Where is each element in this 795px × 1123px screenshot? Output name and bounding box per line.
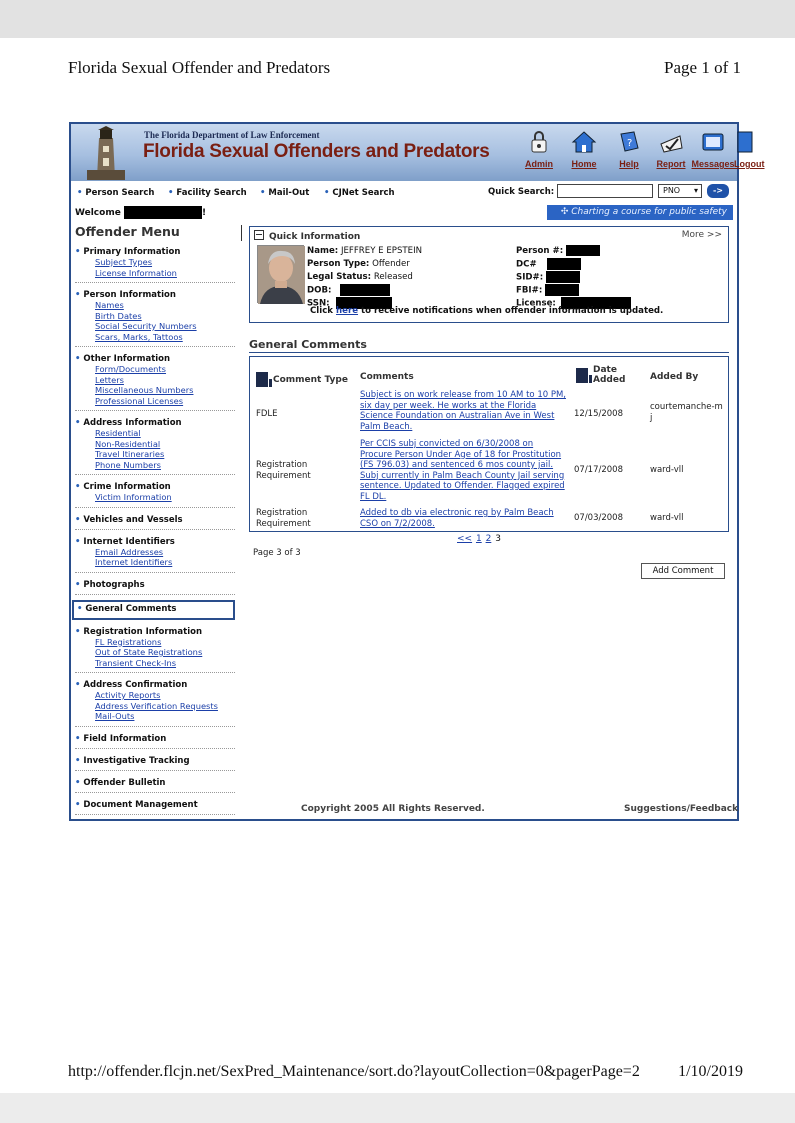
welcome-suffix: ! <box>201 208 207 218</box>
person-type-row <box>307 258 410 270</box>
menu-head-crime-information[interactable]: • Crime Information <box>75 482 235 492</box>
fbi-number-label: FBI#: <box>516 285 543 296</box>
menu-head-address-confirmation[interactable]: • Address Confirmation <box>75 680 235 690</box>
row1-added-by: courtemanche-mj <box>650 402 723 423</box>
logout-button[interactable] <box>734 128 765 178</box>
redaction-bar <box>545 284 579 296</box>
redaction-bar <box>566 245 600 256</box>
menu-link-email-addresses[interactable]: Email Addresses <box>95 546 164 557</box>
menu-link-fl-registrations[interactable]: FL Registrations <box>95 636 162 647</box>
dob-label: DOB: <box>307 285 332 296</box>
menu-link-letters[interactable]: Letters <box>95 374 124 385</box>
name-value: JEFFREY E EPSTEIN <box>340 246 423 256</box>
menu-link-license-information[interactable]: License Information <box>95 267 177 278</box>
report-label: Report <box>656 159 686 169</box>
license-label: License: <box>516 298 556 309</box>
notify-pre: Click <box>310 306 334 316</box>
ssn-label: SSN: <box>307 298 330 309</box>
offender-menu <box>75 224 235 820</box>
page-of-indicator: Page 3 of 3 <box>253 548 301 558</box>
fbi-number-row <box>516 284 579 297</box>
menu-link-form-documents[interactable]: Form/Documents <box>95 364 167 374</box>
tagline-banner <box>547 205 733 220</box>
legal-status-value: Released <box>373 272 413 282</box>
messages-icon <box>700 130 726 154</box>
admin-button[interactable] <box>517 128 561 178</box>
report-button[interactable] <box>649 128 693 178</box>
offender-photo <box>257 245 304 303</box>
legal-status-label: Legal Status: <box>307 272 372 282</box>
row3-comment-link[interactable]: Added to db via electronic reg by Palm Beach CSO on 7/2/2008. <box>360 508 554 529</box>
home-button[interactable] <box>562 128 606 178</box>
tagline-text: Charting a course for public safety <box>571 207 727 217</box>
more-link[interactable]: More >> <box>681 230 722 240</box>
site-banner <box>71 124 765 181</box>
suggestions-feedback-link[interactable]: Suggestions/Feedback <box>624 804 739 814</box>
home-label: Home <box>571 159 597 169</box>
menu-link-travel-itineraries[interactable]: Travel Itineraries <box>95 449 165 459</box>
menu-link-professional-licenses[interactable]: Professional Licenses <box>95 395 184 406</box>
admin-label: Admin <box>525 159 553 169</box>
dob-row <box>307 284 390 297</box>
menu-head-vehicles-and-vessels[interactable]: • Vehicles and Vessels <box>75 515 235 525</box>
pager-page-2-link[interactable]: 2 <box>485 534 492 544</box>
sort-icon[interactable] <box>576 368 588 383</box>
row1-date-added: 12/15/2008 <box>574 409 623 419</box>
facility-search-link[interactable]: • Facility Search <box>168 188 247 198</box>
menu-head-internet-identifiers[interactable]: • Internet Identifiers <box>75 537 235 547</box>
menu-link-phone-numbers[interactable]: Phone Numbers <box>95 459 161 470</box>
lighthouse-logo-icon <box>85 126 127 180</box>
offender-photo-image <box>258 246 305 304</box>
menu-section-offender-bulletin <box>75 776 235 793</box>
search-bar <box>71 182 737 202</box>
redaction-bar <box>340 284 390 296</box>
copyright-text: Copyright 2005 All Rights Reserved. <box>301 804 485 814</box>
offender-menu-title: Offender Menu <box>75 224 180 239</box>
menu-link-internet-identifiers[interactable]: Internet Identifiers <box>95 557 173 567</box>
person-number-label: Person #: <box>516 246 564 256</box>
mail-out-link[interactable]: • Mail-Out <box>260 188 309 198</box>
sort-icon[interactable] <box>256 372 268 387</box>
menu-section-vehicles-and-vessels <box>75 513 235 530</box>
browser-page-frame <box>69 122 765 821</box>
redaction-bar <box>124 206 202 219</box>
agency-name: The Florida Department of Law Enforcement <box>144 130 320 140</box>
menu-head-registration-information[interactable]: • Registration Information <box>75 627 235 637</box>
pagination <box>457 534 501 544</box>
menu-head-investigative-tracking[interactable]: • Investigative Tracking <box>75 756 235 766</box>
menu-link-subject-types[interactable]: Subject Types <box>95 257 153 267</box>
svg-text:?: ? <box>627 138 633 149</box>
row1-comment-type: FDLE <box>256 409 278 419</box>
menu-section-address-information <box>75 416 235 475</box>
column-header-comment-type[interactable] <box>256 372 348 387</box>
menu-link-non-residential[interactable]: Non-Residential <box>95 438 161 449</box>
messages-label: Messages <box>691 159 735 169</box>
menu-head-photographs[interactable]: • Photographs <box>75 580 235 590</box>
menu-link-residential[interactable]: Residential <box>95 428 141 438</box>
menu-section-registration-information <box>75 625 235 674</box>
pager-page-1-link[interactable]: 1 <box>475 534 482 544</box>
menu-link-address-verification-requests[interactable]: Address Verification Requests <box>95 700 218 711</box>
menu-section-general-comments <box>72 600 235 620</box>
notify-here-link[interactable]: here <box>336 306 359 316</box>
scan-top-band <box>0 0 795 38</box>
row3-added-by: ward-vll <box>650 513 684 523</box>
quick-search-type-select[interactable] <box>658 184 702 198</box>
menu-link-scars-marks-tattoos[interactable]: Scars, Marks, Tattoos <box>95 331 183 342</box>
menu-link-miscellaneous-numbers[interactable]: Miscellaneous Numbers <box>95 385 194 395</box>
print-footer-url: http://offender.flcjn.net/SexPred_Maintenance/sort.do?layoutCollection=0&pagerPage=2 <box>68 1063 640 1080</box>
lock-icon <box>526 130 552 154</box>
menu-section-investigative-tracking <box>75 754 235 771</box>
menu-section-person-information <box>75 288 235 347</box>
quick-search-go-button[interactable]: -> <box>707 184 729 198</box>
person-number-row <box>516 245 600 257</box>
menu-head-field-information[interactable]: • Field Information <box>75 734 235 744</box>
date-added-header-label: Date Added <box>593 365 626 385</box>
general-comments-title: General Comments <box>249 338 367 351</box>
help-label: Help <box>619 159 639 169</box>
menu-link-victim-information[interactable]: Victim Information <box>95 492 172 502</box>
help-book-icon <box>616 130 642 154</box>
compass-icon: ✣ <box>560 207 572 217</box>
menu-head-primary-information[interactable]: • Primary Information <box>75 247 235 257</box>
menu-section-crime-information <box>75 480 235 508</box>
menu-head-document-management[interactable]: • Document Management <box>75 800 235 810</box>
print-header-title: Florida Sexual Offender and Predators <box>68 58 331 77</box>
messages-button[interactable] <box>691 128 735 178</box>
person-type-label: Person Type: <box>307 259 370 269</box>
comments-table <box>249 356 729 532</box>
select-value: PNO <box>663 186 681 195</box>
column-header-added-by: Added By <box>650 372 699 382</box>
notification-note <box>310 306 663 316</box>
comment-type-header-label: Comment Type <box>273 375 348 385</box>
row2-comment-link[interactable]: Per CCIS subj convicted on 6/30/2008 on Procure Person Under Age of 18 for Prostitution (FS 796.03) and sentenced 6 mos county jail. Subj currently in Palm Beach County Jail serving sentence. Updated to Offender. Flagged expired FL DL. <box>360 439 565 502</box>
cjnet-search-link[interactable]: • CJNet Search <box>324 188 395 198</box>
menu-link-mail-outs[interactable]: Mail-Outs <box>95 711 135 721</box>
menu-link-activity-reports[interactable]: Activity Reports <box>95 690 161 700</box>
person-type-value: Offender <box>372 259 410 269</box>
menu-section-internet-identifiers <box>75 535 235 573</box>
redaction-bar <box>546 271 580 283</box>
row2-added-by: ward-vll <box>650 465 684 475</box>
site-title: Florida Sexual Offenders and Predators <box>143 141 490 162</box>
chevron-down-icon: ▾ <box>693 186 698 195</box>
menu-head-person-information[interactable]: • Person Information <box>75 290 235 300</box>
dc-number-row <box>516 258 581 271</box>
print-footer-date: 1/10/2019 <box>678 1063 743 1080</box>
row2-comment-type: Registration Requirement <box>256 460 311 481</box>
menu-link-transient-check-ins[interactable]: Transient Check-Ins <box>95 657 177 668</box>
column-header-date-added[interactable] <box>576 365 633 385</box>
add-comment-button[interactable]: Add Comment <box>641 563 725 579</box>
print-header-page: Page 1 of 1 <box>664 58 741 77</box>
row1-comment-link[interactable]: Subject is on work release from 10 AM to 10 PM, six day per week. He works at the Florida Science Foundation on Australian Ave in West Palm Beach. <box>360 390 566 432</box>
menu-head-other-information[interactable]: • Other Information <box>75 354 235 364</box>
row3-comment-type: Registration Requirement <box>256 508 311 529</box>
menu-head-address-information[interactable]: • Address Information <box>75 418 235 428</box>
notify-post: to receive notifications when offender information is updated. <box>361 306 664 316</box>
home-icon <box>571 130 597 154</box>
menu-link-names[interactable]: Names <box>95 300 124 310</box>
menu-head-offender-bulletin[interactable]: • Offender Bulletin <box>75 778 235 788</box>
menu-section-document-management <box>75 798 235 815</box>
row2-date-added: 07/17/2008 <box>574 465 623 475</box>
welcome-prefix: Welcome <box>75 208 121 218</box>
person-search-link[interactable]: • Person Search <box>77 188 154 198</box>
menu-section-photographs <box>75 578 235 595</box>
menu-section-address-confirmation <box>75 678 235 727</box>
sid-number-row <box>516 271 580 284</box>
section-divider <box>249 352 729 353</box>
dc-number-label: DC# <box>516 259 537 270</box>
report-icon <box>658 130 684 154</box>
menu-link-birth-dates[interactable]: Birth Dates <box>95 310 142 321</box>
top-navigation <box>461 128 765 180</box>
row3-date-added: 07/03/2008 <box>574 513 623 523</box>
name-label: Name: <box>307 246 339 256</box>
menu-link-social-security-numbers[interactable]: Social Security Numbers <box>95 321 197 331</box>
collapse-box-icon[interactable] <box>254 230 264 240</box>
pager-prev-link[interactable]: << <box>457 534 473 544</box>
quick-information-panel <box>249 226 729 323</box>
quick-search-label: Quick Search: <box>488 187 555 197</box>
quick-information-label: Quick Information <box>269 232 361 242</box>
menu-divider <box>241 225 242 241</box>
menu-head-general-comments[interactable]: • General Comments <box>77 604 233 614</box>
quick-information-title <box>254 230 360 242</box>
quick-search-input[interactable] <box>557 184 653 198</box>
help-button[interactable] <box>607 128 651 178</box>
menu-section-field-information <box>75 732 235 749</box>
logout-label: Logout <box>734 159 765 169</box>
menu-link-out-of-state-registrations[interactable]: Out of State Registrations <box>95 647 203 657</box>
redaction-bar <box>547 258 581 270</box>
logout-door-icon <box>734 130 760 154</box>
menu-section-other-information <box>75 352 235 411</box>
scan-bottom-band <box>0 1093 795 1123</box>
pager-current-page: 3 <box>495 534 501 544</box>
menu-section-primary-information <box>75 245 235 283</box>
column-header-comments: Comments <box>360 372 414 382</box>
legal-status-row <box>307 271 413 283</box>
sid-number-label: SID#: <box>516 272 544 283</box>
welcome-message <box>75 206 206 219</box>
name-row <box>307 245 422 257</box>
